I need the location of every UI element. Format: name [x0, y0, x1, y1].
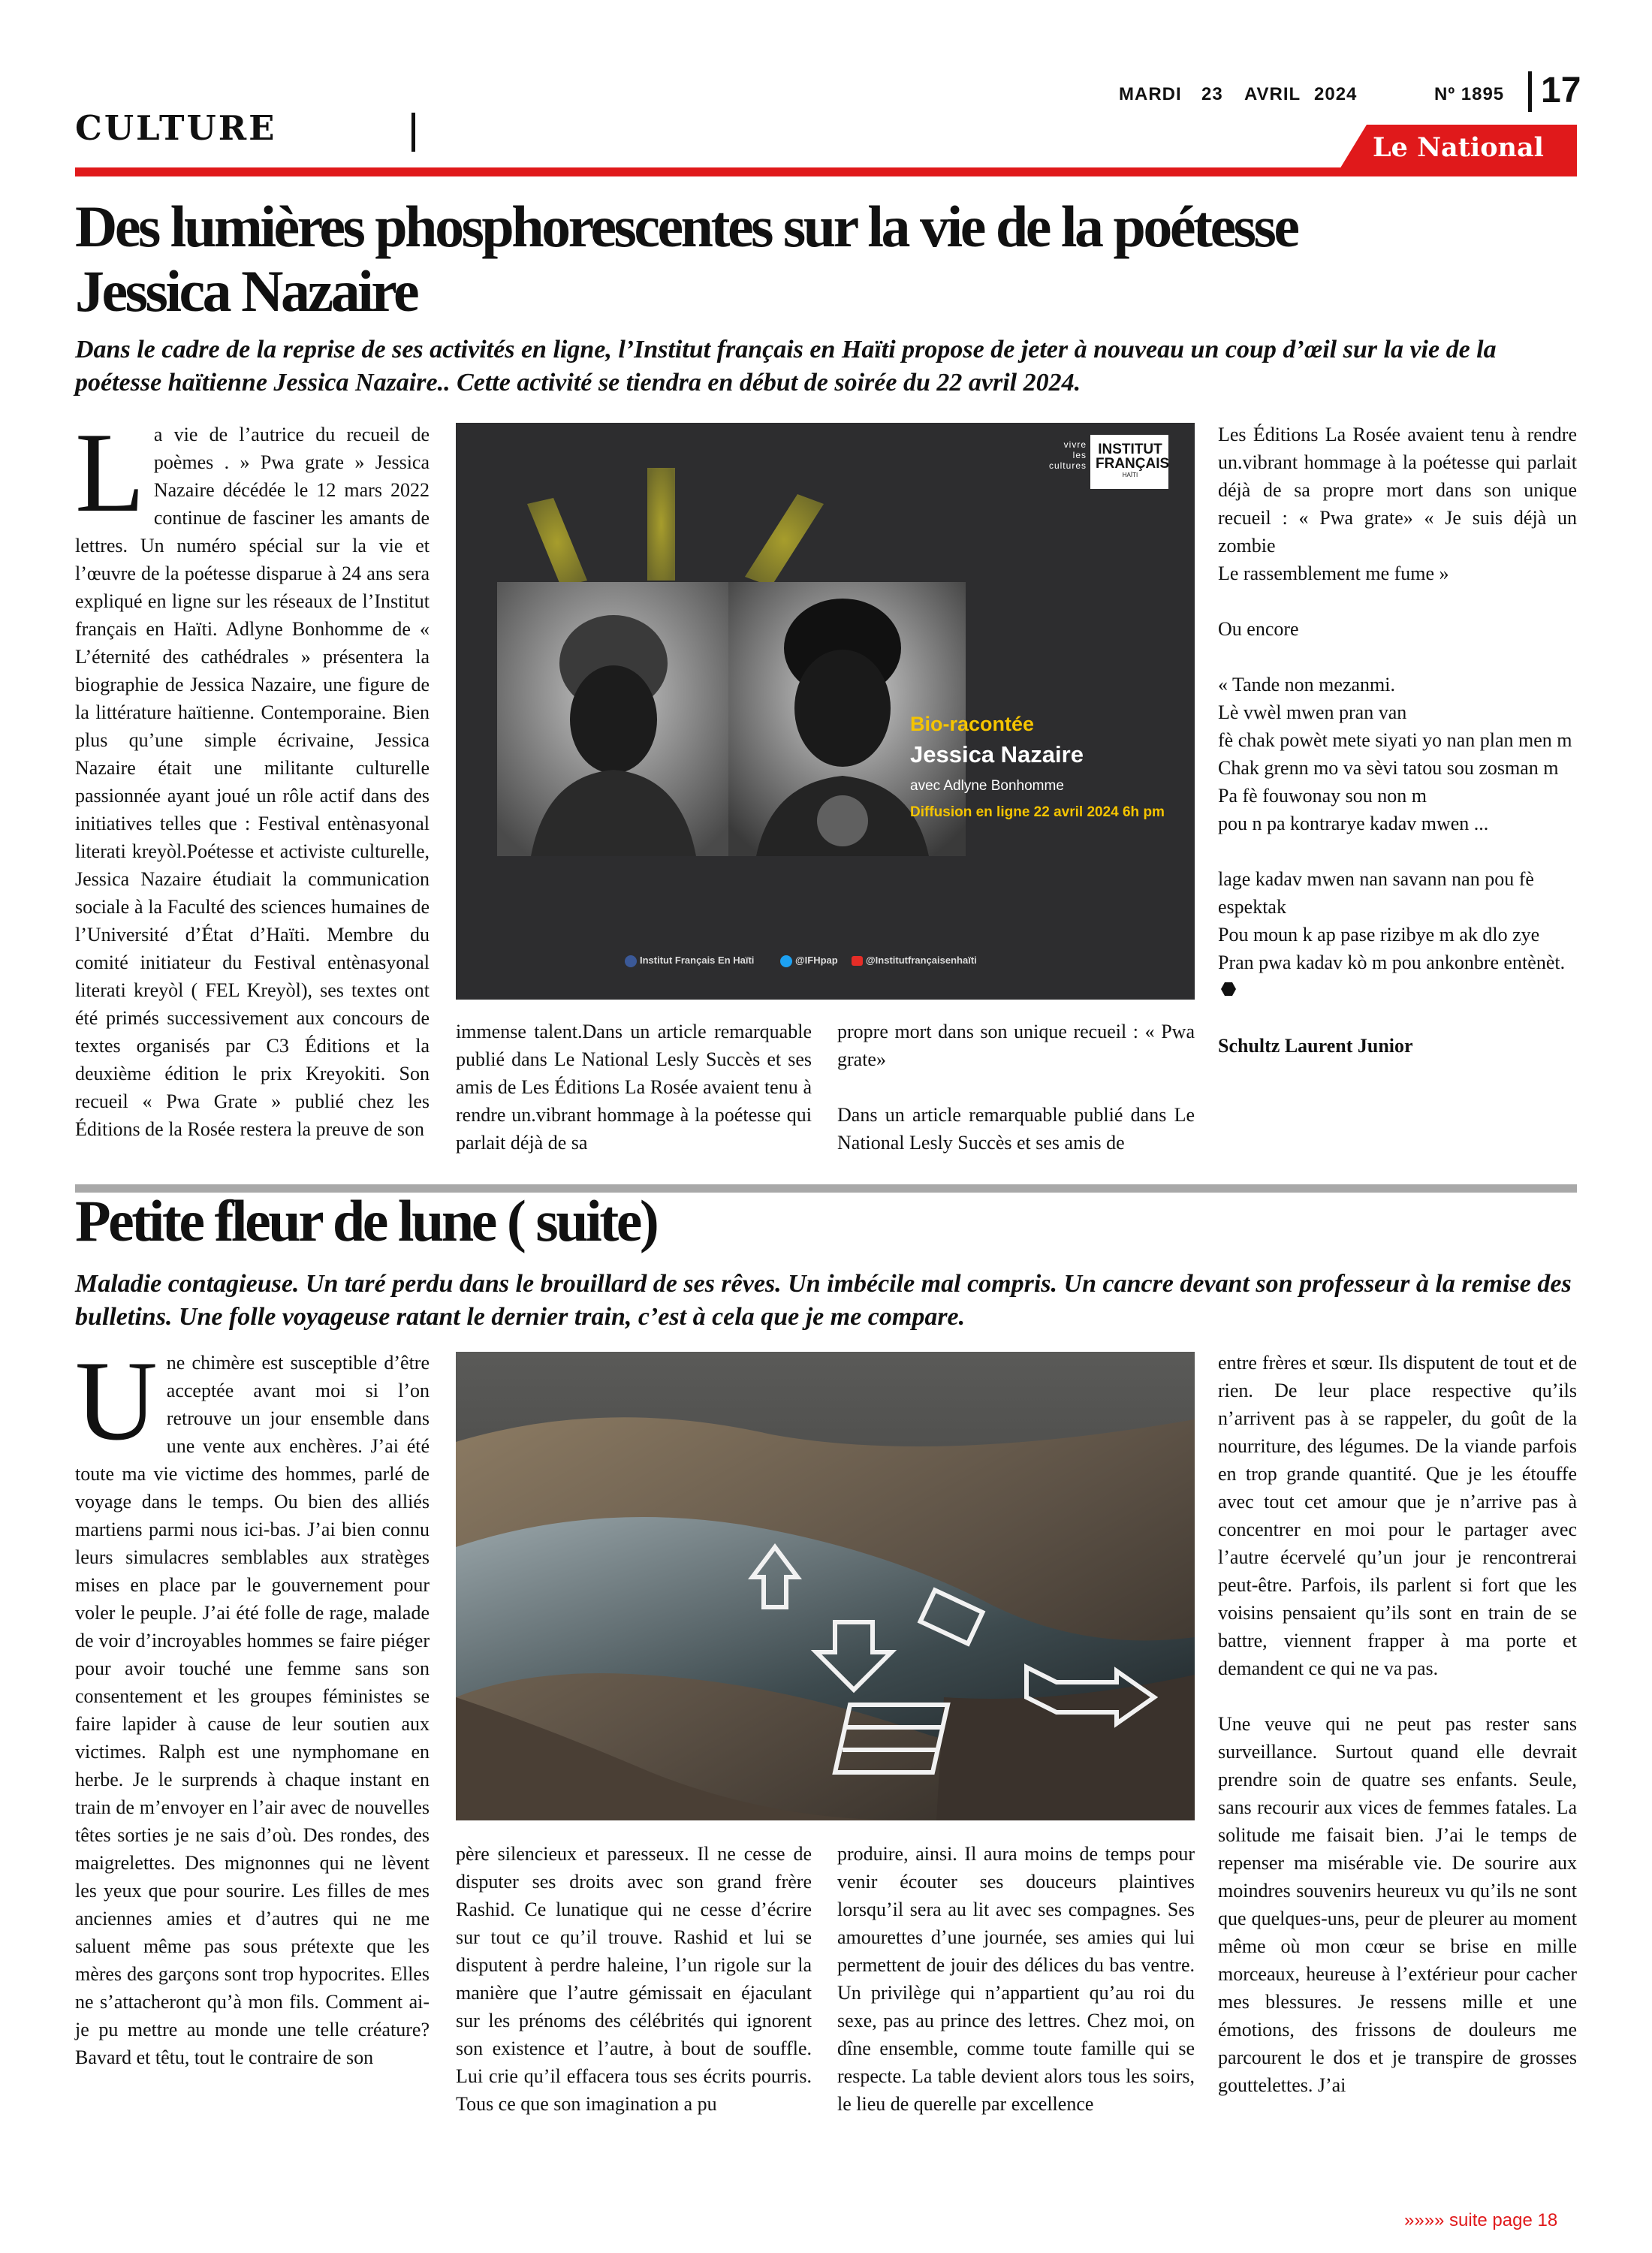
poem-line: lage kadav mwen nan savann nan pou fè espektak — [1218, 868, 1534, 918]
rocks-photo-artwork — [456, 1352, 1195, 1820]
article1-title-line2: Jessica Nazaire — [75, 258, 418, 324]
poster-name: Jessica Nazaire — [910, 741, 1084, 768]
article1-author: Schultz Laurent Junior — [1218, 1035, 1413, 1057]
poster-social-facebook: Institut Français En Haïti — [640, 955, 755, 966]
poster-artwork — [456, 423, 1195, 1000]
article1-col3-p1: propre mort dans son unique recueil : « Pwa grate» — [837, 1021, 1195, 1070]
youtube-icon — [852, 956, 863, 966]
article2-column-4 — [1218, 1349, 1577, 2099]
poster-broadcast: Diffusion en ligne 22 avril 2024 6h pm — [910, 804, 1165, 820]
poster-with: avec Adlyne Bonhomme — [910, 778, 1064, 794]
article1-column-1 — [75, 409, 430, 1143]
end-mark-icon — [1221, 982, 1236, 997]
article2-column-1 — [75, 1338, 430, 2071]
poster-ray-right — [745, 494, 824, 587]
page-number: 17 — [1541, 71, 1581, 110]
poem-line: Le rassemblement me fume » — [1218, 562, 1449, 584]
poem-line: Lè vwèl mwen pran van — [1218, 701, 1407, 723]
article1-col2-text: immense talent.Dans un article remarquable publié dans Le National Lesly Succès et ses amis de Les Éditions La Rosée avaient tenu à rendre un.vibrant hommage à la poétesse qui parlait déjà de sa — [456, 1021, 812, 1154]
poster-ray-center — [647, 468, 675, 581]
article2-title: Petite fleur de lune ( suite) — [75, 1188, 657, 1253]
rocks-photo — [456, 1352, 1195, 1820]
twitter-icon — [780, 955, 792, 967]
poem-line: fè chak powèt mete siyati yo nan plan men m — [1218, 729, 1572, 751]
date-month: AVRIL — [1244, 84, 1301, 104]
poem-line — [1218, 643, 1577, 671]
poem-line: Ou encore — [1218, 618, 1299, 640]
article1-col1-text: a vie de l’autrice du recueil de poèmes . » Pwa grate » Jessica Nazaire décédée le 12 mars 2022 continue de fasciner les amants de lettres. Un numéro spécial sur la vie et l’œuvre de la poétesse disparue à 24 ans sera expliqué en ligne sur les réseaux de l’Institut français en Haïti. Adlyne Bonhomme de « L’éternité des cathédrales » présentera la biographie de Jessica Nazaire, une figure de la littérature haïtienne. Contemporaine. Bien plus qu’une simple écrivaine, Jessica Nazaire était une militante culturelle passionnée ayant joué un rôle actif dans des initiatives telles que : Festival entènasyonal literati kreyòl.Poétesse et activiste culturelle, Jessica Nazaire étudiait la communication sociale à la Faculté des sciences humaines de l’Université d’État d’Haïti. Membre du comité initiateur du Festival entènasyonal literati kreyòl ( FEL Kreyòl), ses textes ont été primés successivement aux concours de textes organisés par C3 Éditions et la deuxième édition le prix Kreyokiti. Son recueil « Pwa Grate » publié chez les Éditions de la Rosée restera la preuve de son — [75, 424, 430, 1140]
page-number-divider — [1528, 71, 1532, 112]
date-year: 2024 — [1314, 84, 1358, 104]
poem-line: « Tande non mezanmi. — [1218, 674, 1395, 695]
article1-column-4 — [1218, 421, 1577, 1060]
poster-social-youtube: @Institutfrançaisenhaïti — [866, 955, 977, 966]
event-poster — [456, 423, 1195, 1000]
article1-col3-p2: Dans un article remarquable publié dans Le National Lesly Succès et ses amis de — [837, 1104, 1195, 1154]
article2-lead: Maladie contagieuse. Un taré perdu dans le brouillard de ses rêves. Un imbécile mal compris. Un cancre devant son professeur à la remise des bulletins. Une folle voyageuse ratant le dernier train, c’est à cela que je me compare. — [75, 1270, 1572, 1331]
article1-lead: Dans le cadre de la reprise de ses activités en ligne, l’Institut français en Haïti propose de jeter à nouveau un coup d’œil sur la vie de la poétesse haïtienne Jessica Nazaire.. Cette activité se tiendra en début de soirée du 22 avril 2024. — [75, 336, 1497, 397]
article1-title-line1: Des lumières phosphorescentes sur la vie de la poétesse — [75, 194, 1298, 259]
article2-col3-text: produire, ainsi. Il aura moins de temps pour venir écouter ses douceurs plaintives lorsqu’il sera au lit avec ses compagnes. Ses amourettes d’une journée, ses amies qui lui permettent de jouir des délices du bas ventre. Un privilège qui n’appartient qu’au roi du sexe, pas au prince des lettres. Chez moi, on dîne ensemble, comme toute famille qui se respecte. La table devient alors tous les soirs, le lieu de querelle par excellence — [837, 1843, 1195, 2115]
poem-line: pou n pa kontrarye kadav mwen ... — [1218, 813, 1489, 834]
poster-social-twitter: @IFHpap — [795, 955, 838, 966]
poem-line — [1218, 837, 1577, 865]
brand-name: Le National — [1373, 132, 1544, 163]
article1-col4-intro: Les Éditions La Rosée avaient tenu à rendre un.vibrant hommage à la poétesse qui parlait déjà de sa propre mort dans son unique recueil : « Pwa grate» « Je suis déjà un zombie — [1218, 424, 1577, 556]
poem-line: Chak grenn mo va sèvi tatou sou zosman m — [1218, 757, 1559, 779]
poem — [1218, 559, 1577, 1004]
article2-col1-text: ne chimère est susceptible d’être acceptée avant moi si l’on retrouve un jour ensemble dans une vente aux enchères. J’ai été toute ma vie victime des hommes, parlé de voyage dans le temps. Ou bien des alliés martiens parmi nous ici-bas. J’ai bien connu leurs simulacres semblables aux stratèges mises en place par le gouvernement pour voler le peuple. J’ai été folle de rage, malade de voir d’incroyables hommes se faire piéger pour avoir touché une femme sans son consentement et les groupes féministes se faire lapider à cause de leur soutien aux victimes. Ralph est une nymphomane en herbe. Je le surprends à chaque instant en train de m’envoyer en l’air avec de nouvelles têtes sorties je ne sais d’où. Des rondes, des maigrelettes. Des mignonnes qui ne lèvent les yeux que pour sourire. Les filles de mes anciennes amies et d’autres qui ne me saluent même pas sous prétexte que les mères des garçons sont trop hypocrites. Elles ne s’attacheront qu’à mon fils. Comment ai-je pu mettre au monde une telle créature? Bavard et têtu, tout le contraire de son — [75, 1352, 430, 2068]
poster-kicker: Bio-racontée — [910, 713, 1035, 735]
article2-col2-text: père silencieux et paresseux. Il ne cesse de disputer ses droits avec son grand frère Rashid. Ce lunatique qui ne cesse d’écrire sur tout ce qu’il trouve. Rashid et lui se disputent à perdre haleine, l’un rigole sur la manière que l’autre gémissait en éjaculant sur les prénoms des célébrités qui ignorent son existence et l’autre, à bout de souffle. Lui crie qu’il effacera tous ses écrits pourris. Tous ce que son imagination a pu — [456, 1843, 812, 2115]
section-label: CULTURE — [75, 108, 277, 148]
facebook-icon — [625, 955, 637, 967]
article1-column-2 — [456, 1018, 812, 1157]
date-day: MARDI — [1119, 84, 1182, 104]
article2-column-3 — [837, 1840, 1195, 2118]
issue-number: Nº 1895 — [1434, 84, 1505, 104]
continued-link[interactable]: »»»» suite page 18 — [1404, 2210, 1558, 2230]
poster-ray-left — [527, 498, 587, 587]
article1-dropcap: L — [75, 409, 145, 535]
poster-tagline: vivre les cultures — [1048, 439, 1087, 471]
article1-column-3 — [837, 1018, 1195, 1157]
poem-line: Pou moun k ap pase rizibye m ak dlo zye — [1218, 924, 1540, 946]
article2-col4-p1: entre frères et sœur. Ils disputent de tout et de rien. De leur place respective qu’ils n’arrivent pas à se rappeler, du goût de la nourriture, des légumes. De la viande parfois en trop grande quantité. Que je les étouffe avec tout cet amour que je n’arrive pas à concentrer en moi pour le partager avec l’autre écervelé qu’un jour je rencontrerai peut-être. Parfois, ils parlent si fort que les voisins pensaient qu’ils sont en train de se battre, viennent frapper à ma porte et demandent ce qui ne va pas. — [1218, 1352, 1577, 1679]
poem-line — [1218, 587, 1577, 615]
poem-line: Pa fè fouwonay sou non m — [1218, 785, 1427, 807]
section-divider — [411, 113, 415, 152]
article2-dropcap: U — [75, 1338, 158, 1464]
date-number: 23 — [1201, 84, 1223, 104]
institut-logo-text: INSTITUT FRANÇAIS HAÏTI — [1096, 442, 1170, 478]
article2-col4-p2: Une veuve qui ne peut pas rester sans surveillance. Surtout quand elle devrait prendre soin de quatre ses enfants. Seule, sans recourir aux vices de femmes fatales. La solitude me faisait bien. J’ai le temps de repenser ma misérable vie. De sourire aux moindres souvenirs heureux vu qu’ils ne sont que quelques-uns, peur de pleurer au moment même où mon cœur se brise en mille morceaux, heureuse à l’extérieur pour cacher mes blessures. Je ressens mille et une émotions, des frissons de douleurs me parcourent le dos et je transpire de grosses gouttelettes. J’ai — [1218, 1713, 1577, 2096]
article2-column-2 — [456, 1840, 812, 2118]
poem-line: Pran pwa kadav kò m pou ankonbre entènèt. — [1218, 949, 1577, 1004]
